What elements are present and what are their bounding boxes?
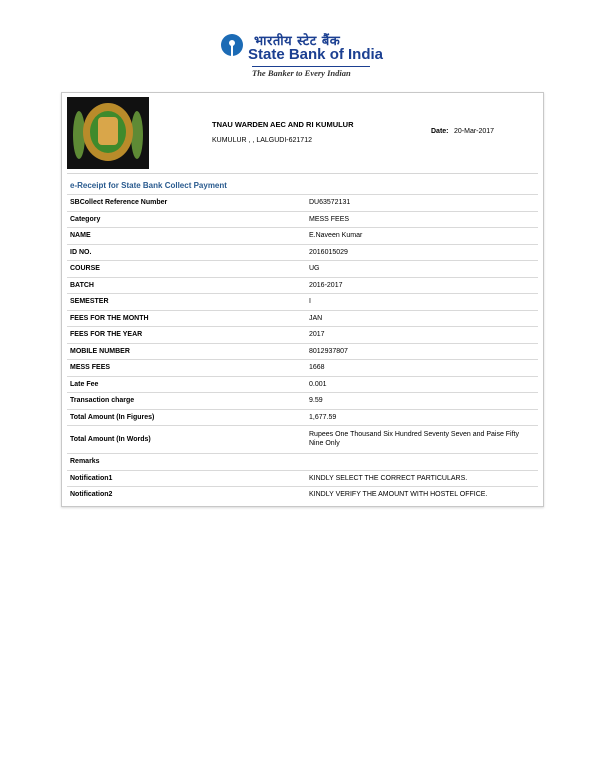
receipt-title: e-Receipt for State Bank Collect Payment [70, 181, 227, 190]
date-label: Date: [431, 128, 449, 135]
table-row [67, 310, 538, 327]
field-value: UG [306, 261, 538, 278]
table-row [67, 393, 538, 410]
field-label: ID NO. [67, 244, 306, 261]
field-label: MESS FEES [67, 360, 306, 377]
field-value: KINDLY SELECT THE CORRECT PARTICULARS. [306, 470, 538, 487]
table-row [67, 327, 538, 344]
institution-name: TNAU WARDEN AEC AND RI KUMULUR [212, 120, 354, 129]
field-label: Late Fee [67, 376, 306, 393]
field-label: Total Amount (In Words) [67, 426, 306, 454]
table-row [67, 294, 538, 311]
emblem-core [98, 117, 118, 145]
receipt-card [61, 92, 544, 507]
field-value: 2016015029 [306, 244, 538, 261]
field-value: JAN [306, 310, 538, 327]
table-row [67, 426, 538, 454]
field-label: COURSE [67, 261, 306, 278]
field-value: DU63572131 [306, 195, 538, 212]
field-value: 2017 [306, 327, 538, 344]
table-row [67, 195, 538, 212]
bank-header [0, 30, 603, 80]
field-label: SEMESTER [67, 294, 306, 311]
sbi-logo-icon [221, 34, 243, 56]
bank-name: State Bank of India [248, 46, 384, 63]
university-emblem-icon [67, 97, 149, 169]
field-value [306, 454, 538, 471]
table-row [67, 376, 538, 393]
table-row [67, 470, 538, 487]
field-label: Notification1 [67, 470, 306, 487]
field-label: Total Amount (In Figures) [67, 409, 306, 426]
field-label: Transaction charge [67, 393, 306, 410]
table-row [67, 211, 538, 228]
institution-address: KUMULUR , , LALGUDI-621712 [212, 137, 312, 144]
field-value: 0.001 [306, 376, 538, 393]
field-value: E.Naveen Kumar [306, 228, 538, 245]
field-label: Notification2 [67, 487, 306, 503]
field-value: 9.59 [306, 393, 538, 410]
receipt-details-table [67, 194, 538, 503]
divider [67, 173, 538, 174]
bank-hindi-name: भारतीय स्टेट बैंक [254, 34, 341, 49]
table-row [67, 261, 538, 278]
table-row [67, 228, 538, 245]
table-row [67, 244, 538, 261]
table-row [67, 409, 538, 426]
field-value: KINDLY VERIFY THE AMOUNT WITH HOSTEL OFFICE. [306, 487, 538, 503]
date-value: 20-Mar-2017 [454, 128, 495, 135]
field-label: BATCH [67, 277, 306, 294]
field-value: 1668 [306, 360, 538, 377]
field-value: MESS FEES [306, 211, 538, 228]
field-label: MOBILE NUMBER [67, 343, 306, 360]
field-value: 2016-2017 [306, 277, 538, 294]
field-value: 8012937807 [306, 343, 538, 360]
field-value: Rupees One Thousand Six Hundred Seventy Seven and Paise Fifty Nine Only [306, 426, 538, 454]
field-label: NAME [67, 228, 306, 245]
field-value: 1,677.59 [306, 409, 538, 426]
field-value: I [306, 294, 538, 311]
table-row [67, 343, 538, 360]
table-row [67, 454, 538, 471]
keyhole-stem [231, 45, 233, 56]
table-row [67, 360, 538, 377]
field-label: SBCollect Reference Number [67, 195, 306, 212]
field-label: Category [67, 211, 306, 228]
field-label: Remarks [67, 454, 306, 471]
field-label: FEES FOR THE MONTH [67, 310, 306, 327]
field-label: FEES FOR THE YEAR [67, 327, 306, 344]
table-row [67, 487, 538, 503]
bank-tagline: The Banker to Every Indian [252, 66, 370, 78]
table-row [67, 277, 538, 294]
